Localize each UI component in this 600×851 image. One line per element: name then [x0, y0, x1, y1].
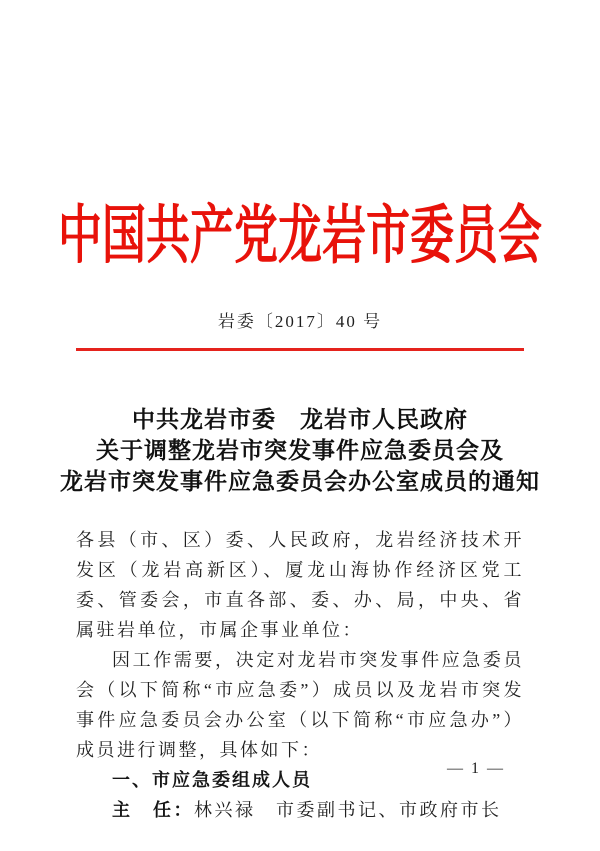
doc-number: 岩委〔2017〕40 号	[217, 312, 383, 331]
document-title	[0, 404, 600, 497]
letterhead-org-title: 中国共产党龙岩市委员会	[58, 200, 542, 272]
document-title-line-3: 龙岩市突发事件应急委员会办公室成员的通知	[60, 469, 540, 494]
document-body	[76, 525, 524, 825]
addressee-paragraph: 各县（市、区）委、人民政府，龙岩经济技术开发区（龙岩高新区）、厦龙山海协作经济区党工委、管委会，市直各部、委、办、局，中央、省属驻岩单位，市属企事业单位：	[76, 530, 524, 640]
role-label: 主 任	[112, 800, 174, 820]
intro-paragraph: 因工作需要，决定对龙岩市突发事件应急委员会（以下简称“市应急委”）成员以及龙岩市突发事件应急委员会办公室（以下简称“市应急办”）成员进行调整，具体如下：	[76, 650, 524, 760]
role-value: 林兴禄 市委副书记、市政府市长	[194, 800, 502, 820]
section-heading: 一、市应急委组成人员	[112, 770, 312, 790]
role-colon: ：	[173, 800, 194, 820]
document-title-line-2: 关于调整龙岩市突发事件应急委员会及	[96, 438, 504, 463]
role-line	[76, 795, 524, 825]
page-number: — 1 —	[447, 760, 505, 777]
letterhead-divider-line	[76, 348, 524, 351]
document-title-line-1: 中共龙岩市委 龙岩市人民政府	[132, 407, 468, 432]
